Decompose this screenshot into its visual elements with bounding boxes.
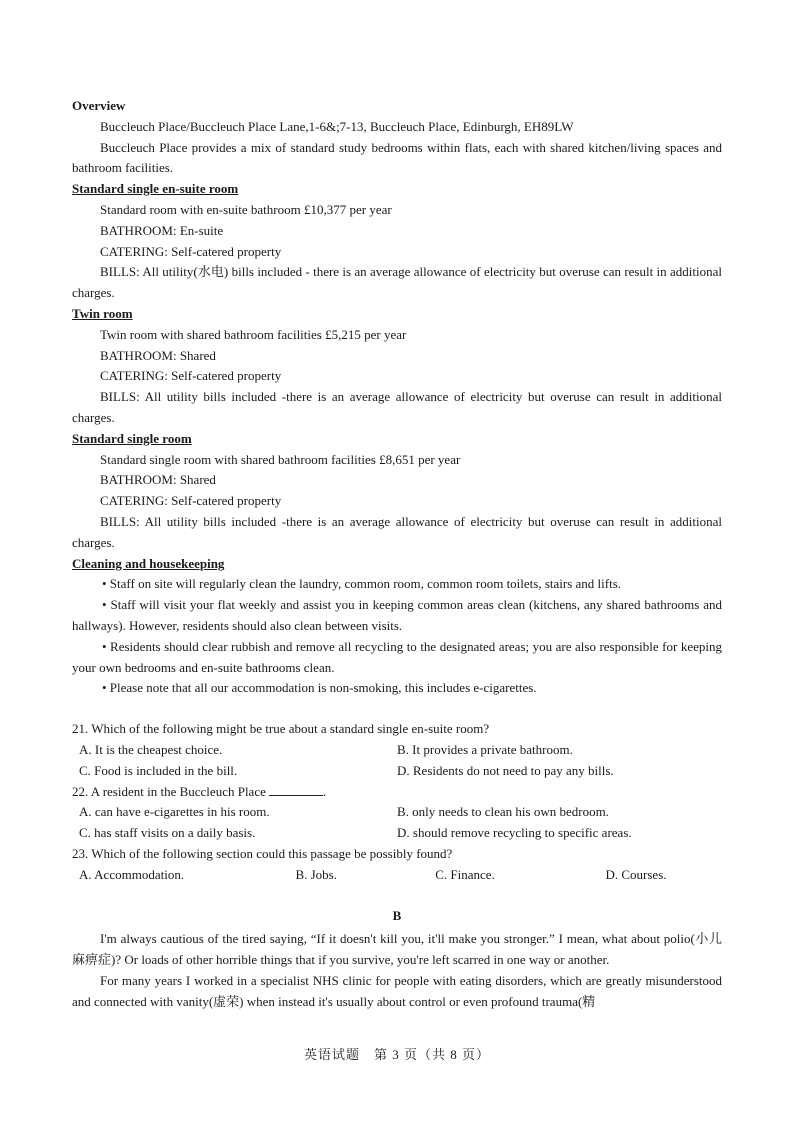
room-heading-ensuite: Standard single en-suite room: [72, 181, 239, 197]
passage-b-paragraph-1: I'm always cautious of the tired saying, “If it doesn't kill you, it'll make you stronger.” I mean, what about polio(小儿麻痹症)? Or loads of other horrible things that if you survive, you're left scarred in one way or another.: [72, 931, 722, 968]
room-price-ensuite: Standard room with en-suite bathroom £10,377 per year: [100, 201, 392, 217]
section-b-label: B: [392, 908, 402, 924]
room-bills-single: BILLS: All utility bills included -there is an average allowance of electricity but overuse can result in additional charges.: [72, 513, 722, 550]
answer-blank[interactable]: [269, 783, 323, 796]
option-22a[interactable]: A. can have e-cigarettes in his room.: [79, 804, 270, 820]
room-price-twin: Twin room with shared bathroom facilities £5,215 per year: [100, 326, 407, 342]
option-21d[interactable]: D. Residents do not need to pay any bills.: [397, 762, 614, 778]
option-21c[interactable]: C. Food is included in the bill.: [79, 762, 238, 778]
option-23b[interactable]: B. Jobs.: [295, 866, 337, 882]
room-price-single: Standard single room with shared bathroom facilities £8,651 per year: [100, 451, 461, 467]
option-23a[interactable]: A. Accommodation.: [79, 866, 185, 882]
cleaning-bullet: • Staff on site will regularly clean the laundry, common room, common room toilets, stairs and lifts.: [102, 576, 622, 592]
option-22c[interactable]: C. has staff visits on a daily basis.: [79, 825, 256, 841]
room-catering-single: CATERING: Self-catered property: [100, 493, 282, 509]
cleaning-bullet: • Residents should clear rubbish and remove all recycling to the designated areas; you are also responsible for keeping your own bedrooms and en-suite bathrooms clean.: [72, 638, 722, 675]
question-21-options-row2: [72, 761, 722, 782]
question-22-stem-text: 22. A resident in the Buccleuch Place: [72, 783, 266, 799]
question-23-options: [72, 865, 722, 886]
room-bills-ensuite: BILLS: All utility(水电) bills included - there is an average allowance of electricity but overuse can result in additional charges.: [72, 264, 722, 301]
question-22-stem-end: .: [323, 783, 327, 799]
overview-address: Buccleuch Place/Buccleuch Place Lane,1-6&;7-13, Buccleuch Place, Edinburgh, EH89LW: [100, 118, 574, 134]
cleaning-bullet: • Please note that all our accommodation is non-smoking, this includes e-cigarettes.: [102, 680, 537, 696]
room-bathroom-ensuite: BATHROOM: En-suite: [100, 222, 224, 238]
room-bills-twin: BILLS: All utility bills included -there is an average allowance of electricity but overuse can result in additional charges.: [72, 389, 722, 425]
option-23d[interactable]: D. Courses.: [605, 866, 667, 882]
room-bathroom-single: BATHROOM: Shared: [100, 472, 216, 488]
option-23c[interactable]: C. Finance.: [435, 866, 495, 882]
option-21a[interactable]: A. It is the cheapest choice.: [79, 741, 223, 757]
question-22-options-row2: [72, 823, 722, 844]
passage-b-paragraph-2: For many years I worked in a specialist NHS clinic for people with eating disorders, which are greatly misunderstood and connected with vanity(虚荣) when instead it's usually about control or even profound trauma(精: [72, 972, 722, 1009]
option-22b[interactable]: B. only needs to clean his own bedroom.: [397, 804, 609, 820]
cleaning-bullet: • Staff will visit your flat weekly and assist you in keeping common areas clean (kitchens, any shared bathrooms and hallways). However, residents should also clean between visits.: [72, 597, 722, 633]
question-22-stem: [72, 782, 722, 803]
overview-description: Buccleuch Place provides a mix of standard study bedrooms within flats, each with shared kitchen/living spaces and bathroom facilities.: [72, 139, 722, 176]
exam-page: [72, 96, 722, 1012]
spacer: [72, 699, 722, 719]
question-21-options-row1: [72, 740, 722, 761]
question-23-stem: 23. Which of the following section could this passage be possibly found?: [72, 845, 453, 861]
room-heading-twin: Twin room: [72, 305, 133, 321]
room-catering-ensuite: CATERING: Self-catered property: [100, 243, 282, 259]
overview-heading: Overview: [72, 98, 126, 113]
question-21-stem: 21. Which of the following might be true about a standard single en-suite room?: [72, 721, 490, 737]
option-21b[interactable]: B. It provides a private bathroom.: [397, 741, 573, 757]
option-22d[interactable]: D. should remove recycling to specific areas.: [397, 825, 632, 841]
room-catering-twin: CATERING: Self-catered property: [100, 368, 282, 384]
room-bathroom-twin: BATHROOM: Shared: [100, 347, 216, 363]
question-22-options-row1: [72, 802, 722, 823]
room-heading-single: Standard single room: [72, 430, 192, 446]
cleaning-heading: Cleaning and housekeeping: [72, 555, 225, 571]
page-footer: 英语试题 第 3 页（共 8 页）: [303, 1047, 490, 1062]
